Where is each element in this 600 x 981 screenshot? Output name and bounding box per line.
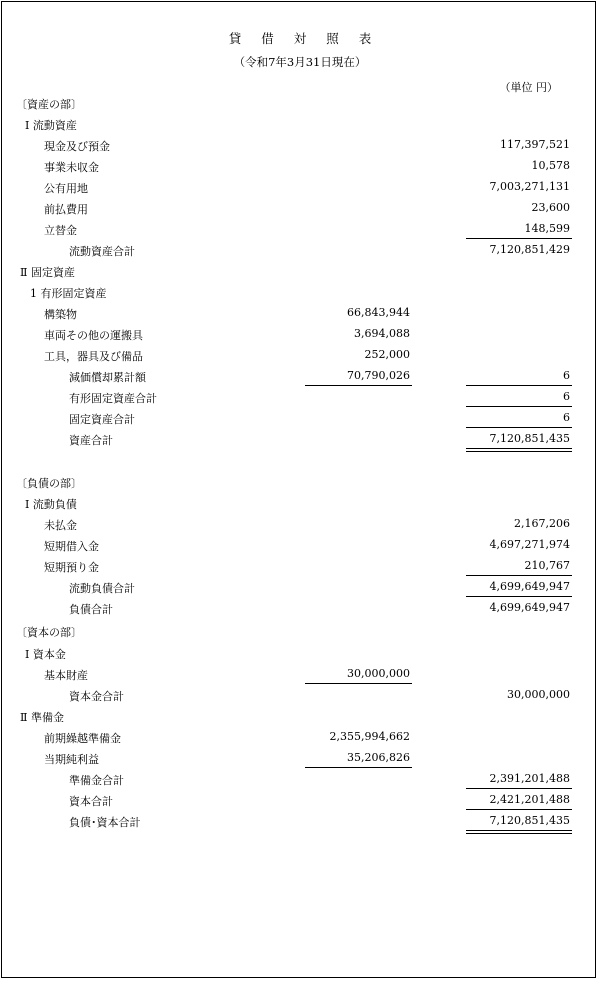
amount: 70,790,026	[347, 369, 410, 382]
amount: 4,699,649,947	[489, 601, 570, 614]
subtotal-rule	[466, 385, 572, 386]
amount: 210,767	[524, 559, 570, 572]
line-item: 前払費用 23,600	[44, 201, 570, 216]
grand-total-row: 資産合計 7,120,851,435	[69, 432, 570, 447]
double-rule	[466, 448, 572, 452]
line-item: 減価償却累計額 70,790,026 6	[69, 369, 570, 384]
total-row: 固定資産合計 6	[69, 411, 570, 426]
subtotal-rule	[305, 767, 412, 768]
amount: 117,397,521	[500, 138, 570, 151]
section-capital: 〔資本の部〕	[16, 626, 82, 639]
amount: 252,000	[364, 348, 410, 361]
line-item: 工具，器具及び備品 252,000	[44, 348, 410, 363]
heading-fixed-assets: Ⅱ 固定資産	[20, 266, 75, 279]
total-row: 負債合計 4,699,649,947	[69, 601, 570, 616]
section-liabilities: 〔負債の部〕	[16, 477, 82, 490]
line-item: 短期預り金 210,767	[44, 559, 570, 574]
subtotal-rule	[466, 809, 572, 810]
total-row: 資本合計 2,421,201,488	[69, 793, 570, 808]
heading-reserves: Ⅱ 準備金	[20, 711, 64, 724]
subtotal-rule	[466, 406, 572, 407]
currency-unit: （単位 円）	[499, 81, 558, 94]
amount: 4,699,649,947	[489, 580, 570, 593]
amount: 7,003,271,131	[489, 180, 570, 193]
line-item: 公有用地 7,003,271,131	[44, 180, 570, 195]
amount: 148,599	[524, 222, 570, 235]
total-row: 流動負債合計 4,699,649,947	[69, 580, 570, 595]
subtotal-rule	[305, 385, 412, 386]
line-item: 前期繰越準備金 2,355,994,662	[44, 730, 410, 745]
amount: 30,000,000	[347, 667, 410, 680]
amount: 10,578	[531, 159, 570, 172]
subtotal-rule	[466, 788, 572, 789]
amount: 2,355,994,662	[329, 730, 410, 743]
amount: 30,000,000	[507, 688, 570, 701]
total-row: 資本金合計 30,000,000	[69, 688, 570, 703]
total-row: 流動資産合計 7,120,851,429	[69, 243, 570, 258]
document-title: 貸借対照表	[228, 31, 392, 46]
subtotal-rule	[466, 596, 572, 597]
line-item: 車両その他の運搬具 3,694,088	[44, 327, 410, 342]
amount: 7,120,851,429	[489, 243, 570, 256]
line-item: 構築物 66,843,944	[44, 306, 410, 321]
total-row: 準備金合計 2,391,201,488	[69, 772, 570, 787]
amount: 6	[563, 390, 570, 403]
amount: 2,421,201,488	[489, 793, 570, 806]
double-rule	[466, 830, 572, 834]
amount: 7,120,851,435	[489, 814, 570, 827]
heading-tangible-assets: 1 有形固定資産	[30, 287, 107, 300]
line-item: 現金及び預金 117,397,521	[44, 138, 570, 153]
amount: 2,391,201,488	[489, 772, 570, 785]
subtotal-rule	[305, 683, 412, 684]
amount: 6	[563, 369, 570, 382]
amount: 7,120,851,435	[489, 432, 570, 445]
heading-current-assets: Ⅰ 流動資産	[25, 119, 77, 132]
amount: 2,167,206	[514, 517, 570, 530]
line-item: 立替金 148,599	[44, 222, 570, 237]
document-date: （令和7年3月31日現在）	[233, 55, 367, 69]
amount: 35,206,826	[347, 751, 410, 764]
amount: 6	[563, 411, 570, 424]
total-row: 有形固定資産合計 6	[69, 390, 570, 405]
subtotal-rule	[466, 238, 572, 239]
amount: 3,694,088	[354, 327, 410, 340]
amount: 23,600	[531, 201, 570, 214]
amount: 66,843,944	[347, 306, 410, 319]
heading-capital-stock: Ⅰ 資本金	[25, 648, 66, 661]
grand-total-row: 負債･資本合計 7,120,851,435	[69, 814, 570, 829]
line-item: 未払金 2,167,206	[44, 517, 570, 532]
amount: 4,697,271,974	[489, 538, 570, 551]
line-item: 事業未収金 10,578	[44, 159, 570, 174]
line-item: 基本財産 30,000,000	[44, 667, 410, 682]
line-item: 当期純利益 35,206,826	[44, 751, 410, 766]
line-item: 短期借入金 4,697,271,974	[44, 538, 570, 553]
section-assets: 〔資産の部〕	[16, 98, 82, 111]
heading-current-liabilities: Ⅰ 流動負債	[25, 498, 77, 511]
subtotal-rule	[466, 427, 572, 428]
subtotal-rule	[466, 575, 572, 576]
